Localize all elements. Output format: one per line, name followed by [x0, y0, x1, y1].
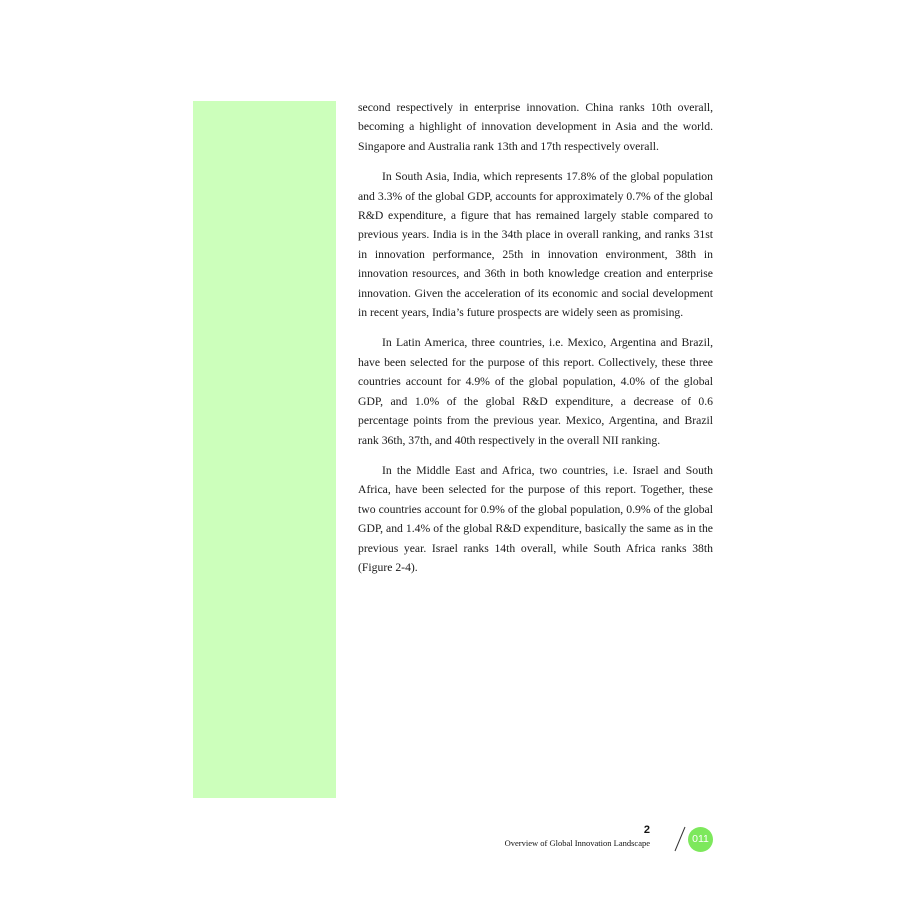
- chapter-title: Overview of Global Innovation Landscape: [504, 838, 650, 848]
- slash-divider-icon: [674, 826, 686, 852]
- chapter-number: 2: [643, 824, 650, 836]
- body-text: [358, 98, 713, 588]
- page-footer: [480, 822, 720, 854]
- decorative-sidebar-block: [193, 101, 336, 798]
- paragraph-middle-east-africa: In the Middle East and Africa, two countries, i.e. Israel and South Africa, have been selected for the purpose of this report. Together, these two countries account for 0.9% of the global population, 0.9% of the global GDP, and 1.4% of the global R&D expenditure, basically the same as in the previous year. Israel ranks 14th overall, while South Africa ranks 38th (Figure 2-4).: [358, 463, 713, 574]
- paragraph-latin-america: In Latin America, three countries, i.e. Mexico, Argentina and Brazil, have been selected for the purpose of this report. Collectively, these three countries account for 4.9% of the global population, 4.0% of the global GDP, and 1.0% of the global R&D expenditure, a decrease of 0.6 percentage points from the previous year. Mexico, Argentina, and Brazil rank 36th, 37th, and 40th respectively in the overall NII ranking.: [358, 336, 713, 447]
- page-number-badge: 011: [688, 827, 713, 852]
- paragraph-south-asia: In South Asia, India, which represents 17.8% of the global population and 3.3% of the global GDP, accounts for approximately 0.7% of the global R&D expenditure, a figure that has remained largely stable compared to previous years. India is in the 34th place in overall ranking, and ranks 31st in innovation performance, 25th in innovation environment, 38th in innovation resources, and 36th in both knowledge creation and enterprise innovation. Given the acceleration of its economic and social development in recent years, India’s future prospects are widely seen as promising.: [358, 170, 713, 320]
- paragraph-continuation: second respectively in enterprise innovation. China ranks 10th overall, becoming a highlight of innovation development in Asia and the world. Singapore and Australia rank 13th and 17th respectively overall.: [358, 101, 713, 153]
